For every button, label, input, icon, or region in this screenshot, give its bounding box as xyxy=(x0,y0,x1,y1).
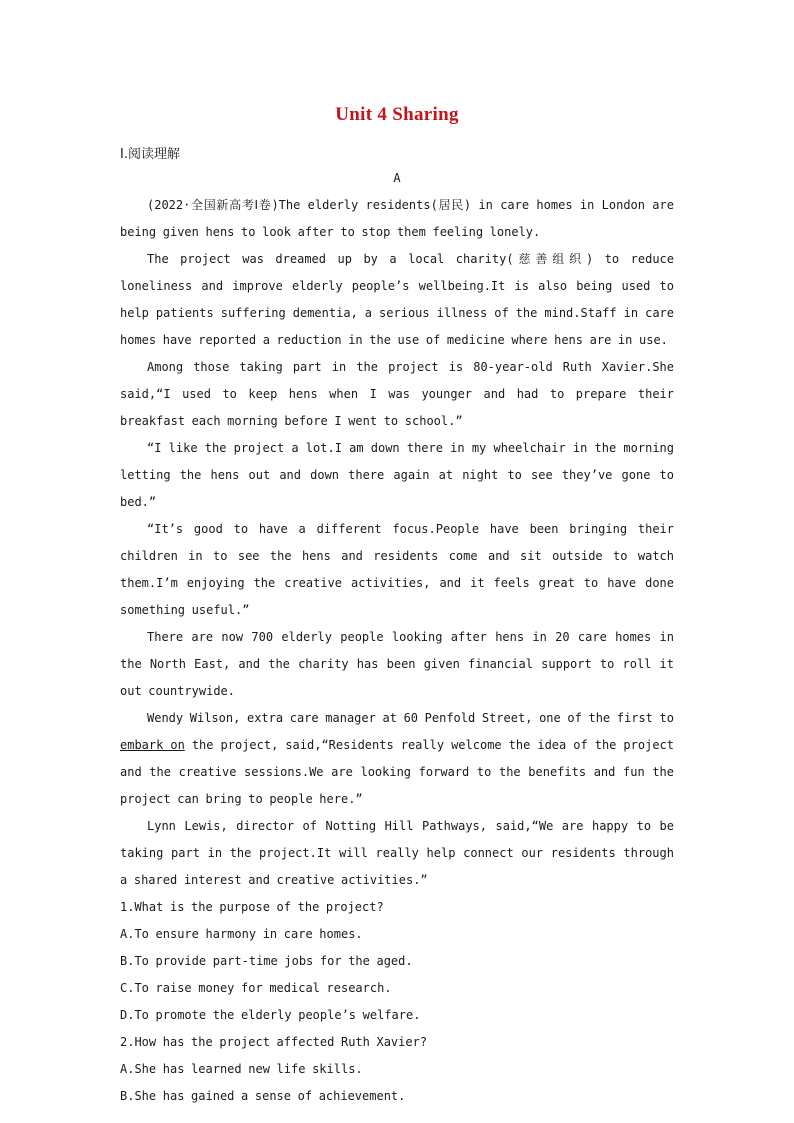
question-stem: 2.How has the project affected Ruth Xavier? xyxy=(120,1035,428,1049)
paragraph: “I like the project a lot.I am down there in my wheelchair in the morning letting the hens out and down there again at night to see they’ve gone to bed.” xyxy=(120,441,674,509)
answer-option: B.She has gained a sense of achievement. xyxy=(120,1089,406,1103)
page-title: Unit 4 Sharing xyxy=(335,104,459,125)
question-list xyxy=(120,894,674,1110)
paragraph-lewis: Lynn Lewis, director of Notting Hill Pathways, said,“We are happy to be taking part in the project.It will really help connect our residents through a shared interest and creative activities.” xyxy=(120,819,674,887)
section-heading: Ⅰ.阅读理解 xyxy=(120,147,180,162)
paragraph: There are now 700 elderly people looking after hens in 20 care homes in the North East, and the charity has been given financial support to roll it out countrywide. xyxy=(120,630,674,698)
paragraph-text: Wendy Wilson, extra care manager at 60 Penfold Street, one of the first to xyxy=(147,711,674,725)
paragraph-wilson xyxy=(120,705,674,813)
answer-option: A.She has learned new life skills. xyxy=(120,1062,363,1076)
answer-option: A.To ensure harmony in care homes. xyxy=(120,927,363,941)
question-stem: 1.What is the purpose of the project? xyxy=(120,900,384,914)
answer-option: B.To provide part-time jobs for the aged. xyxy=(120,954,413,968)
answer-option: C.To raise money for medical research. xyxy=(120,981,392,995)
paragraph: “It’s good to have a different focus.People have been bringing their children in to see the hens and residents come and sit outside to watch them.I’m enjoying the creative activities, and it feels great to have done something useful.” xyxy=(120,522,674,617)
passage-label: A xyxy=(393,171,401,185)
paragraph: The project was dreamed up by a local charity(慈善组织) to reduce loneliness and improve elderly people’s wellbeing.It is also being used to help patients suffering dementia, a serious illness of the mind.Staff in care homes have reported a reduction in the use of medicine where hens are in use. xyxy=(120,252,674,347)
paragraph: Among those taking part in the project is 80-year-old Ruth Xavier.She said,“I used to keep hens when I was younger and had to prepare their breakfast each morning before I went to school.” xyxy=(120,360,674,428)
passage-body xyxy=(120,192,674,1110)
underlined-phrase: embark on xyxy=(120,738,185,752)
paragraph-text: the project, said,“Residents really welcome the idea of the project and the creative sessions.We are looking forward to the benefits and fun the project can bring to people here.” xyxy=(120,738,674,806)
paragraph: (2022·全国新高考Ⅰ卷)The elderly residents(居民) in care homes in London are being given hens to look after to stop them feeling lonely. xyxy=(120,198,674,239)
answer-option: D.To promote the elderly people’s welfare. xyxy=(120,1008,421,1022)
